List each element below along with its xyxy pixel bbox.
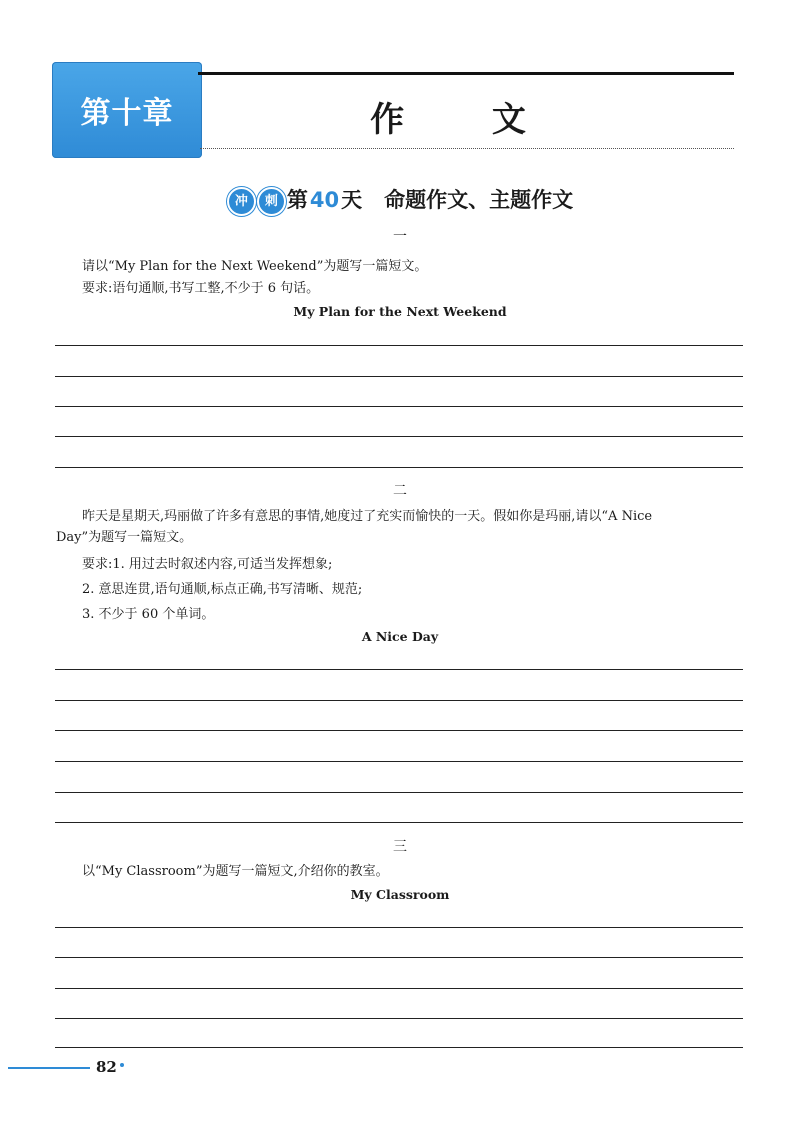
writing-line[interactable] — [55, 761, 743, 762]
writing-line[interactable] — [55, 957, 743, 958]
chapter-label: 第十章 — [80, 96, 174, 131]
writing-line[interactable] — [55, 927, 743, 928]
day-number: 40 — [309, 188, 340, 212]
day-suffix: 天 — [341, 188, 363, 212]
day-prefix: 第 — [286, 188, 308, 212]
section-number: 三 — [393, 839, 407, 855]
footer-rule — [8, 1067, 90, 1069]
badge-chong: 冲 — [227, 187, 256, 216]
writing-line[interactable] — [55, 436, 743, 437]
prompt-line: 2. 意思连贯,语句通顺,标点正确,书写清晰、规范; — [82, 582, 363, 597]
writing-line[interactable] — [55, 792, 743, 793]
prompt-line: Day”为题写一篇短文。 — [56, 530, 193, 545]
writing-line[interactable] — [55, 345, 743, 346]
writing-line[interactable] — [55, 822, 743, 823]
top-rule — [198, 72, 734, 75]
essay-title: A Nice Day — [361, 629, 439, 644]
day-title: 命题作文、主题作文 — [384, 188, 574, 212]
writing-line[interactable] — [55, 988, 743, 989]
prompt-line: 3. 不少于 60 个单词。 — [82, 607, 215, 622]
page-number: 82 — [96, 1058, 117, 1076]
writing-line[interactable] — [55, 700, 743, 701]
essay-title: My Plan for the Next Weekend — [293, 304, 507, 319]
chapter-title: 作 文 — [370, 100, 564, 140]
writing-line[interactable] — [55, 1018, 743, 1019]
day-header — [0, 184, 800, 216]
footer-dot — [120, 1063, 124, 1067]
badge-ci: 刺 — [257, 187, 286, 216]
prompt-line: 要求:1. 用过去时叙述内容,可适当发挥想象; — [82, 557, 333, 572]
chapter-tab — [52, 62, 202, 158]
prompt-line: 请以“My Plan for the Next Weekend”为题写一篇短文。 — [82, 259, 428, 274]
writing-line[interactable] — [55, 1047, 743, 1048]
section-number: 二 — [393, 483, 407, 499]
essay-title: My Classroom — [350, 887, 450, 902]
section-number: 一 — [393, 229, 407, 245]
writing-line[interactable] — [55, 376, 743, 377]
prompt-line: 以“My Classroom”为题写一篇短文,介绍你的教室。 — [82, 864, 389, 879]
dotted-divider — [200, 148, 734, 149]
prompt-line: 要求:语句通顺,书写工整,不少于 6 句话。 — [82, 281, 320, 296]
prompt-line: 昨天是星期天,玛丽做了许多有意思的事情,她度过了充实而愉快的一天。假如你是玛丽,请以“A Nice — [82, 509, 653, 524]
writing-line[interactable] — [55, 730, 743, 731]
writing-line[interactable] — [55, 406, 743, 407]
writing-line[interactable] — [55, 669, 743, 670]
writing-line[interactable] — [55, 467, 743, 468]
